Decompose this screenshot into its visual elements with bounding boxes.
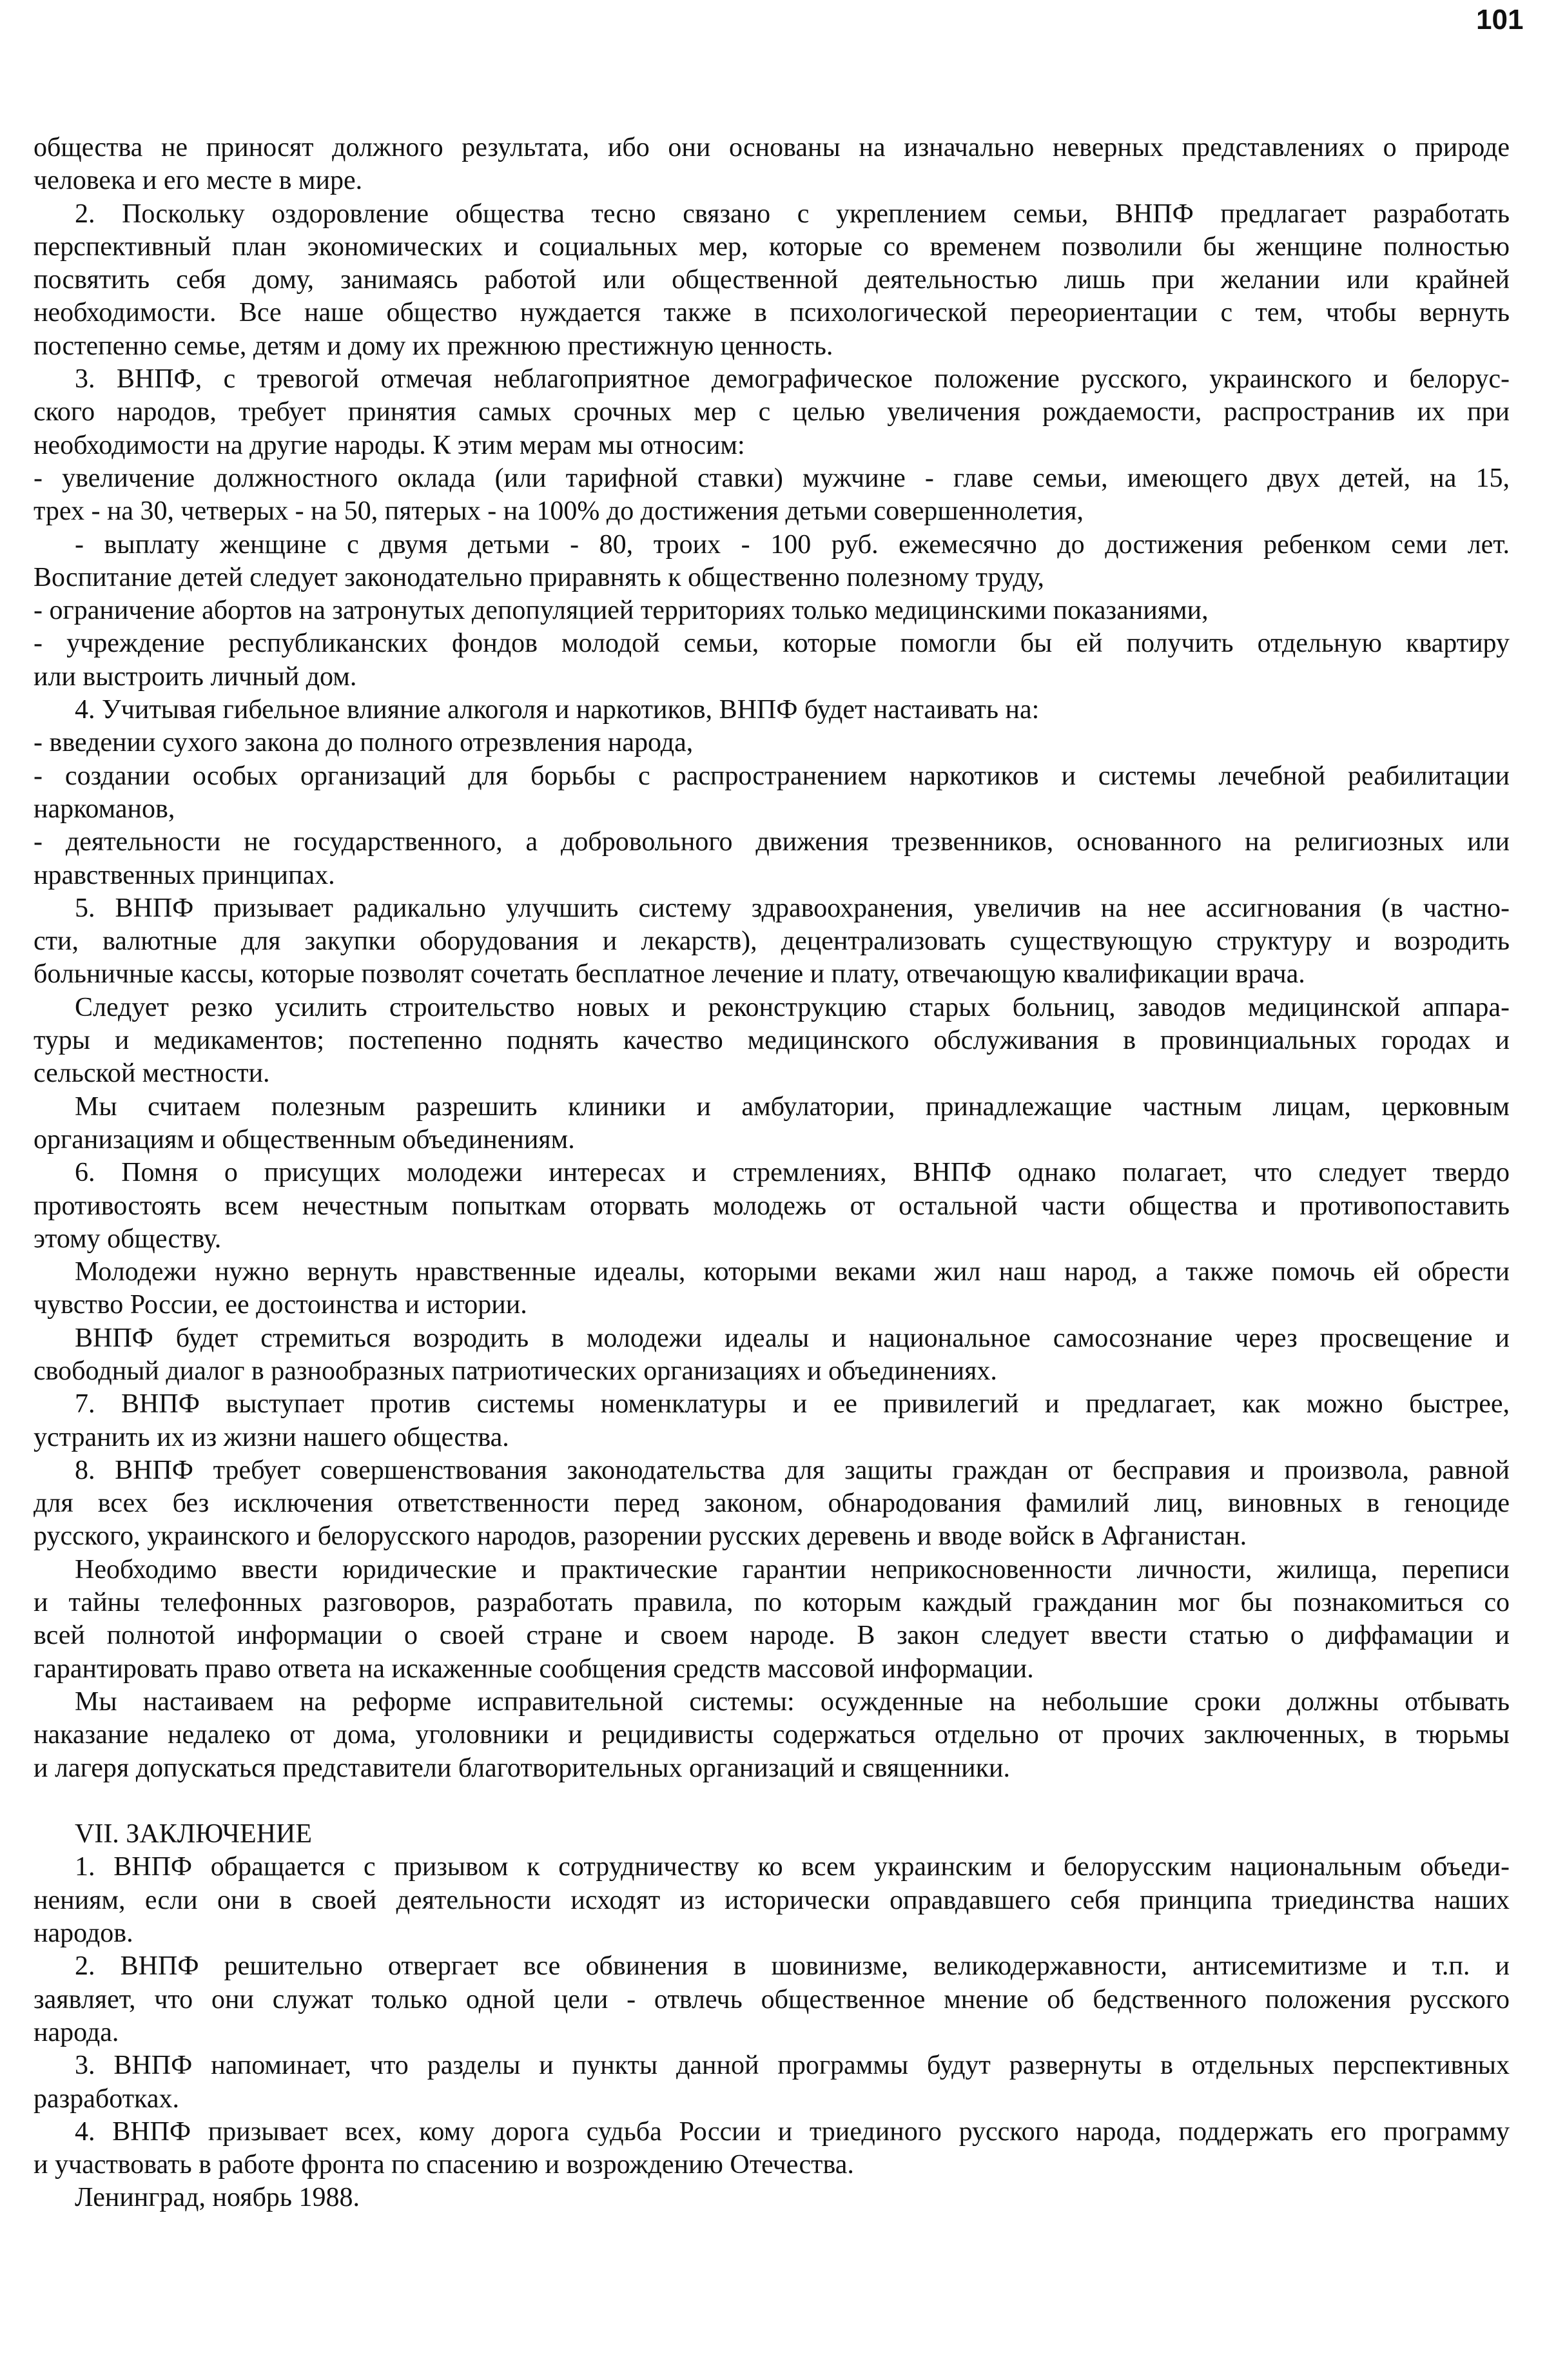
text-line: постепенно семье, детям и дому их прежнюю престижную ценность. — [34, 331, 833, 361]
paragraph — [34, 2116, 1510, 2182]
text-line: человека и его месте в мире. — [34, 166, 363, 196]
paragraph — [34, 760, 1510, 826]
text-line: Воспитание детей следует законодательно приравнять к общественно полезному труду, — [34, 562, 1044, 592]
text-line: 4. Учитывая гибельное влияние алкоголя и наркотиков, ВНПФ будет настаивать на: — [75, 695, 1040, 725]
document-body — [34, 132, 1510, 2215]
text-line: Необходимо ввести юридические и практические гарантии неприкосновенности личности, жилища, переписи — [75, 1554, 1510, 1585]
text-line: нениям, если они в своей деятельности исходят из исторически оправдавшего себя принципа триединства наших — [34, 1885, 1510, 1915]
text-line: и тайны телефонных разговоров, разработать правила, по которым каждый гражданин мог бы познакомиться со — [34, 1588, 1510, 1618]
paragraph — [34, 363, 1510, 462]
text-line: наказание недалеко от дома, уголовники и рецидивисты содержаться отдельно от прочих заключенных, в тюрьмы — [34, 1720, 1510, 1750]
paragraph — [34, 2049, 1510, 2116]
text-line: сельской местности. — [34, 1058, 270, 1089]
text-line: общества не приносят должного результата, ибо они основаны на изначально неверных представлениях о природе — [34, 133, 1510, 162]
text-line: противостоять всем нечестным попыткам оторвать молодежь от остальной части общества и противопоставить — [34, 1191, 1510, 1221]
text-line: - создании особых организаций для борьбы с распространением наркотиков и системы лечебной реабилитации — [34, 761, 1510, 791]
paragraph — [34, 1156, 1510, 1256]
paragraph — [34, 132, 1510, 198]
paragraph — [34, 1950, 1510, 2049]
text-line: Следует резко усилить строительство новых и реконструкцию старых больниц, заводов медицинской аппара- — [75, 992, 1510, 1022]
section-heading — [34, 1818, 1510, 1851]
text-line: организациям и общественным объединениям. — [34, 1124, 575, 1155]
text-line: разработках. — [34, 2083, 179, 2114]
text-line: 7. ВНПФ выступает против системы номенклатуры и ее привилегий и предлагает, как можно быстрее, — [75, 1389, 1510, 1419]
text-line: Мы настаиваем на реформе исправительной системы: осужденные на небольшие сроки должны отбывать — [75, 1686, 1510, 1717]
paragraph — [34, 198, 1510, 363]
text-line: - ограничение абортов на затронутых депопуляцией территориях только медицинскими показаниями, — [34, 596, 1209, 626]
text-line: заявляет, что они служат только одной цели - отвлечь общественное мнение об бедственного положения русского — [34, 1984, 1510, 2014]
paragraph — [34, 1454, 1510, 1554]
paragraph — [34, 627, 1510, 694]
paragraph — [34, 991, 1510, 1091]
text-line: - введении сухого закона до полного отрезвления народа, — [34, 728, 694, 758]
text-line: Ленинград, ноябрь 1988. — [75, 2183, 360, 2213]
text-line: - выплату женщине с двумя детьми - 80, троих - 100 руб. ежемесячно до достижения ребенком семи лет. — [75, 529, 1510, 560]
signature-line — [34, 2181, 1510, 2214]
text-line: наркоманов, — [34, 794, 175, 824]
text-line: и лагеря допускаться представители благотворительных организаций и священники. — [34, 1753, 1011, 1783]
paragraph — [34, 1091, 1510, 1157]
text-line: устранить их из жизни нашего общества. — [34, 1422, 509, 1452]
paragraph — [34, 826, 1510, 892]
text-line: народов. — [34, 1918, 133, 1949]
text-line: ВНПФ будет стремиться возродить в молодежи идеалы и национальное самосознание через просвещение и — [75, 1323, 1510, 1353]
text-line: 3. ВНПФ, с тревогой отмечая неблагоприятное демографическое положение русского, украинского и белорус- — [75, 364, 1510, 395]
paragraph — [34, 594, 1510, 627]
paragraph — [34, 727, 1510, 759]
text-line: необходимости на другие народы. К этим мерам мы относим: — [34, 430, 745, 460]
page-number: 101 — [1476, 4, 1524, 35]
paragraph — [34, 1686, 1510, 1785]
text-line: народа. — [34, 2017, 119, 2047]
paragraph — [34, 1851, 1510, 1950]
paragraph — [34, 694, 1510, 727]
text-line: 4. ВНПФ призывает всех, кому дорога судьба России и триединого русского народа, поддержать его программу — [75, 2116, 1510, 2147]
text-line: 8. ВНПФ требует совершенствования законодательства для защиты граждан от бесправия и произвола, равной — [75, 1455, 1510, 1485]
text-line: больничные кассы, которые позволят сочетать бесплатное лечение и плату, отвечающую квалификации врача. — [34, 959, 1305, 990]
text-line: этому обществу. — [34, 1224, 222, 1254]
text-line: 5. ВНПФ призывает радикально улучшить систему здравоохранения, увеличив на нее ассигнования (в частно- — [75, 893, 1510, 923]
paragraph — [34, 1388, 1510, 1454]
text-line: Мы считаем полезным разрешить клиники и амбулатории, принадлежащие частным лицам, церковным — [75, 1091, 1510, 1122]
text-line: 2. ВНПФ решительно отвергает все обвинения в шовинизме, великодержавности, антисемитизме и т.п. и — [75, 1951, 1510, 1982]
text-line: 1. ВНПФ обращается с призывом к сотрудничеству ко всем украинским и белорусским национальным объеди- — [75, 1852, 1510, 1882]
text-line: 3. ВНПФ напоминает, что разделы и пункты данной программы будут развернуты в отдельных перспективных — [75, 2051, 1510, 2081]
text-line: свободный диалог в разнообразных патриотических организациях и объединениях. — [34, 1356, 997, 1386]
paragraph — [34, 1554, 1510, 1686]
text-line: чувство России, ее достоинства и истории. — [34, 1290, 527, 1320]
text-line: для всех без исключения ответственности перед законом, обнародования фамилий лиц, виновных в геноциде — [34, 1488, 1510, 1519]
text-line: 2. Поскольку оздоровление общества тесно связано с укреплением семьи, ВНПФ предлагает разработать — [75, 199, 1510, 229]
text-line: - учреждение республиканских фондов молодой семьи, которые помогли бы ей получить отдельную квартиру — [34, 629, 1510, 659]
text-line: VII. ЗАКЛЮЧЕНИЕ — [75, 1819, 313, 1849]
text-line: русского, украинского и белорусского народов, разорении русских деревень и вводе войск в Афганистан. — [34, 1521, 1247, 1552]
paragraph — [34, 529, 1510, 595]
text-line: трех - на 30, четверых - на 50, пятерых - на 100% до достижения детьми совершеннолетия, — [34, 496, 1084, 527]
text-line: или выстроить личный дом. — [34, 661, 357, 692]
text-line: и участвовать в работе фронта по спасению и возрождению Отечества. — [34, 2150, 854, 2180]
text-line: нравственных принципах. — [34, 860, 335, 890]
text-line: ского народов, требует принятия самых срочных мер с целью увеличения рождаемости, распространив их при — [34, 397, 1510, 427]
text-line: - увеличение должностного оклада (или тарифной ставки) мужчине - главе семьи, имеющего двух детей, на 15, — [34, 463, 1510, 493]
text-line: 6. Помня о присущих молодежи интересах и стремлениях, ВНПФ однако полагает, что следует твердо — [75, 1158, 1510, 1188]
text-line: Молодежи нужно вернуть нравственные идеалы, которыми веками жил наш народ, а также помочь ей обрести — [75, 1257, 1510, 1287]
text-line: всей полнотой информации о своей стране и своем народе. В закон следует ввести статью о диффамации и — [34, 1621, 1510, 1651]
paragraph — [34, 892, 1510, 991]
text-line: - деятельности не государственного, а добровольного движения трезвенников, основанного на религиозных или — [34, 827, 1510, 857]
paragraph — [34, 1322, 1510, 1389]
text-line: гарантировать право ответа на искаженные сообщения средств массовой информации. — [34, 1653, 1034, 1684]
paragraph — [34, 462, 1510, 529]
text-line: необходимости. Все наше общество нуждается также в психологической переориентации с тем, чтобы вернуть — [34, 298, 1510, 328]
text-line: туры и медикаментов; постепенно поднять качество медицинского обслуживания в провинциальных городах и — [34, 1026, 1510, 1056]
paragraph — [34, 1256, 1510, 1322]
text-line: посвятить себя дому, занимаясь работой или общественной деятельностью лишь при желании или крайней — [34, 265, 1510, 295]
text-line: сти, валютные для закупки оборудования и лекарств), децентрализовать существующую структуру и возродить — [34, 926, 1510, 957]
text-line: перспективный план экономических и социальных мер, которые со временем позволили бы женщине полностью — [34, 231, 1510, 262]
